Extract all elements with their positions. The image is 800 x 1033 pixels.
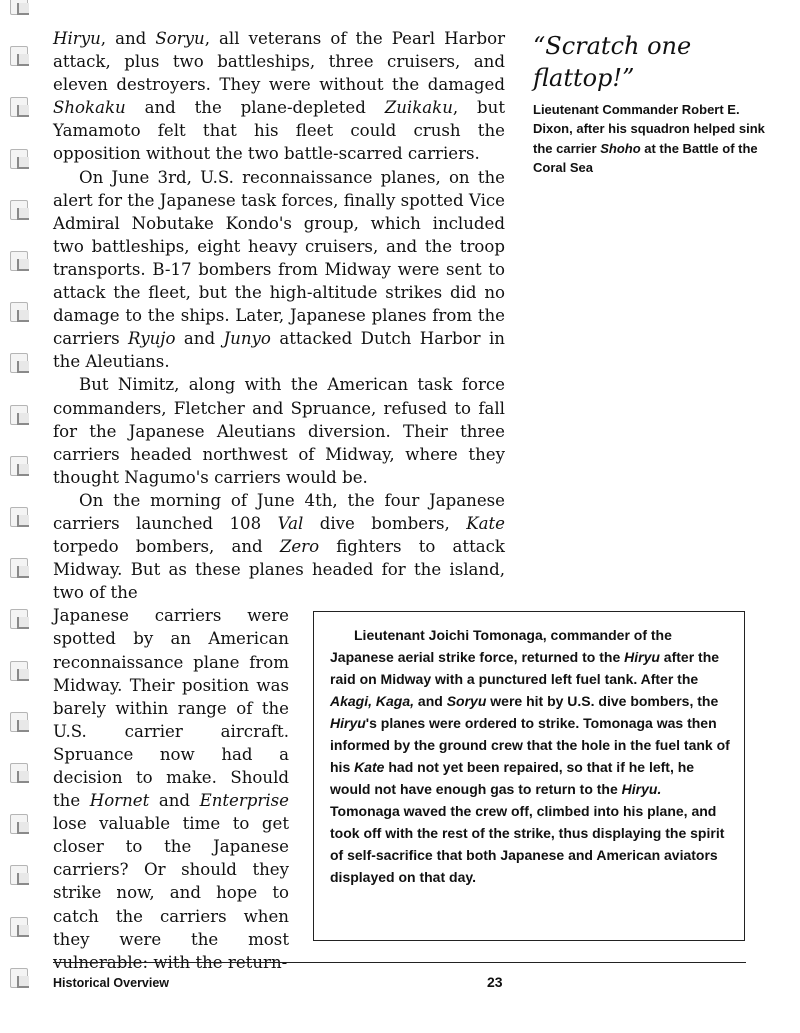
italic-run: Hornet [89, 791, 150, 811]
pull-quote-attribution: Lieutenant Commander Robert E. Dixon, after his squadron helped sink the carrier Shoho at the Battle of the Coral Sea [533, 102, 765, 176]
italic-run: Soryu [446, 693, 487, 709]
body-paragraph: On the morning of June 4th, the four Japanese carriers launched 108 Val dive bombers, Kate torpedo bombers, and Zero fighters to attack Midway. But as these planes headed for the island, two of the [53, 490, 505, 603]
sidebar-box [313, 611, 745, 941]
italic-run: Hiryu [624, 649, 660, 665]
binder-ring-icon [8, 504, 32, 528]
binder-ring-icon [8, 299, 32, 323]
binder-ring-icon [8, 555, 32, 579]
italic-run: Hiryu [53, 29, 101, 48]
italic-run: Enterprise [199, 791, 289, 811]
italic-run: Hiryu. [621, 781, 662, 797]
body-paragraph: But Nimitz, along with the American task force commanders, Fletcher and Spruance, refused to fall for the Japanese Aleutians diversion. Their three carriers headed northwest of Midway, where they thought Nagumo's carriers would be. [53, 375, 505, 487]
binder-ring-icon [8, 402, 32, 426]
italic-run: Kate [466, 513, 505, 533]
binder-ring-icon [8, 197, 32, 221]
binder-ring-icon [8, 43, 32, 67]
binder-ring-icon [8, 862, 32, 886]
italic-run: Ryujo [128, 329, 176, 349]
italic-run: Kate [354, 759, 385, 775]
italic-run: Shokaku [53, 98, 126, 118]
binder-ring-icon [8, 350, 32, 374]
italic-run: Soryu [155, 29, 205, 48]
body-paragraph-wrapped: Japanese carriers were spotted by an American reconnaissance plane from Midway. Their position was barely within range of the U.S. carrier aircraft. Spruance now had a decision to make. Should the Hornet and Enterprise lose valuable time to get closer to the Japanese carriers? Or should they strike now, and hope to catch the carriers when they were the most vulnerable: with the return- [53, 606, 289, 972]
binder-ring-icon [8, 248, 32, 272]
binder-ring-icon [8, 453, 32, 477]
body-paragraph: Hiryu, and Soryu, all veterans of the Pearl Harbor attack, plus two battleships, three cruisers, and eleven destroyers. They were without the damaged Shokaku and the plane-depleted Zuikaku, but Yamamoto felt that his fleet could crush the opposition without the two battle-scarred carriers. [53, 29, 506, 164]
italic-run: Zero [279, 537, 320, 557]
italic-run: Akagi, Kaga, [330, 693, 415, 709]
italic-run: Shoho [600, 140, 641, 156]
binder-ring-icon [8, 760, 32, 784]
binder-ring-icon [8, 146, 32, 170]
footer-section-title: Historical Overview [53, 976, 170, 990]
italic-run: Junyo [223, 329, 271, 349]
binder-ring-icon [8, 709, 32, 733]
binder-ring-icon [8, 94, 32, 118]
binder-ring-column [0, 0, 40, 1033]
pull-quote: “Scratch one flattop!” [533, 32, 692, 92]
binder-ring-icon [8, 811, 32, 835]
binder-ring-icon [8, 658, 32, 682]
binder-ring-icon [8, 914, 32, 938]
page-number: 23 [487, 974, 503, 990]
body-paragraph: On June 3rd, U.S. reconnaissance planes, on the alert for the Japanese task forces, finally spotted Vice Admiral Nobutake Kondo's group, which included two battleships, eight heavy cruisers, and the troop transports. B-17 bombers from Midway were sent to attack the fleet, but the high-altitude strikes did no damage to the ships. Later, Japanese planes from the carriers Ryujo and Junyo attacked Dutch Harbor in the Aleutians. [53, 167, 505, 372]
binder-ring-icon [8, 0, 32, 16]
sidebar-text: Lieutenant Joichi Tomonaga, commander of the Japanese aerial strike force, returned to the Hiryu after the raid on Midway with a punctured left fuel tank. After the Akagi, Kaga, and Soryu were hit by U.S. dive bombers, the Hiryu's planes were ordered to strike. Tomonaga was then informed by the ground crew that the hole in the fuel tank of his Kate had not yet been repaired, so that if he left, he would not have enough gas to return to the Hiryu. Tomonaga waved the crew off, climbed into his plane, and took off with the rest of the strike, thus displaying the spirit of self-sacrifice that both Japanese and American aviators displayed on that day. [330, 627, 730, 885]
binder-ring-icon [8, 965, 32, 989]
binder-ring-icon [8, 606, 32, 630]
italic-run: Val [277, 513, 304, 533]
italic-run: Zuikaku [384, 98, 453, 118]
italic-run: Hiryu [330, 715, 366, 731]
footer-rule [53, 962, 746, 963]
